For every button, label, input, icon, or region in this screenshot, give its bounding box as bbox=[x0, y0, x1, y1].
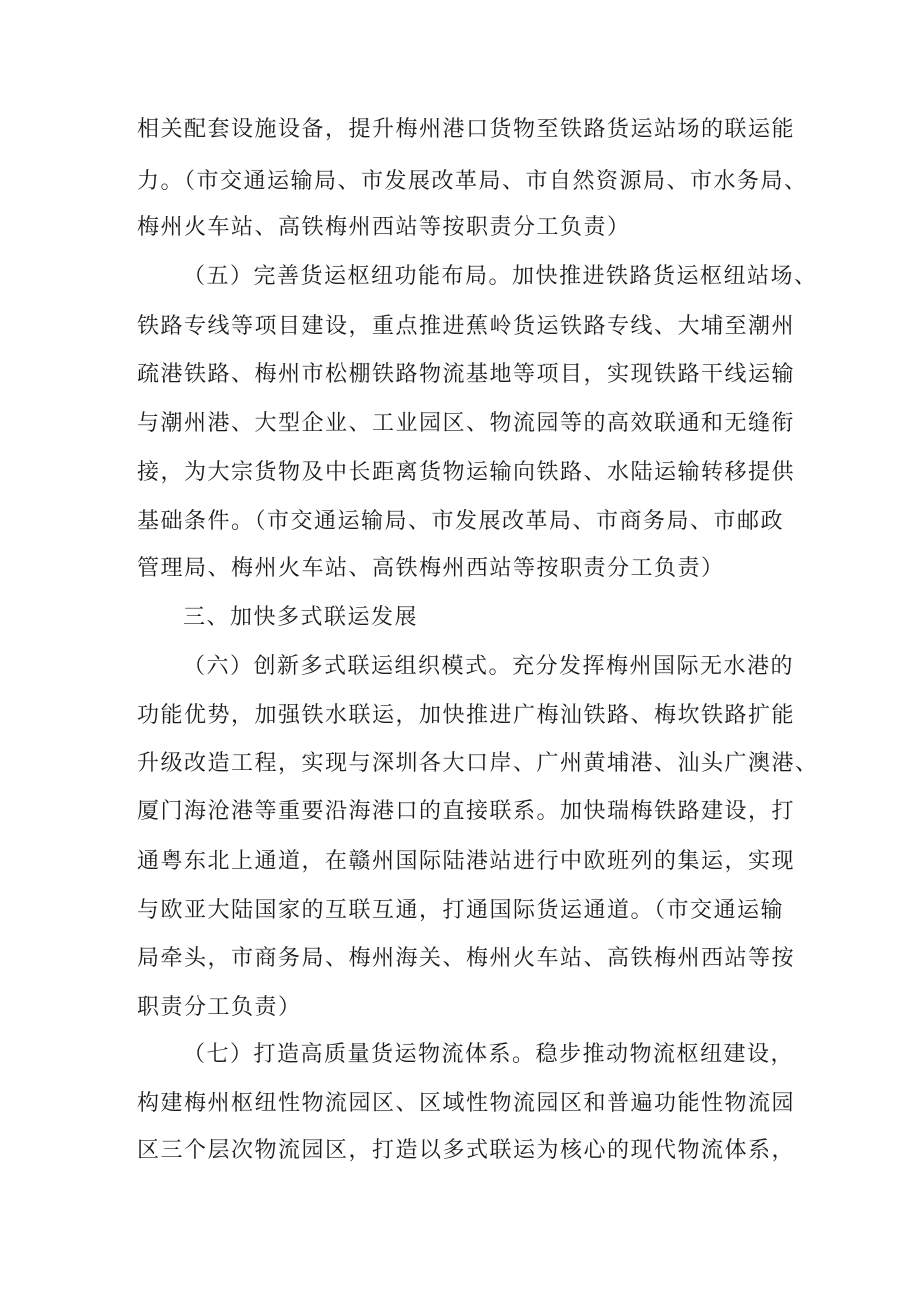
paragraph-line: 疏港铁路、梅州市松棚铁路物流基地等项目，实现铁路干线运输 bbox=[137, 362, 796, 387]
paragraph-line: 铁路专线等项目建设，重点推进蕉岭货运铁路专线、大埔至潮州 bbox=[137, 314, 796, 339]
paragraph-line: 厦门海沧港等重要沿海港口的直接联系。加快瑞梅铁路建设，打 bbox=[137, 799, 796, 824]
paragraph-line: 升级改造工程，实现与深圳各大口岸、广州黄埔港、汕头广澳港、 bbox=[137, 751, 819, 776]
paragraph-line: 基础条件。（市交通运输局、市发展改革局、市商务局、市邮政 bbox=[137, 509, 785, 534]
paragraph-line: 力。（市交通运输局、市发展改革局、市自然资源局、市水务局、 bbox=[137, 169, 808, 194]
section-five-heading-line: （五）完善货运枢纽功能布局。加快推进铁路货运枢纽站场、 bbox=[183, 264, 818, 289]
section-three-heading: 三、加快多式联运发展 bbox=[183, 605, 419, 630]
paragraph-line: 管理局、梅州火车站、高铁梅州西站等按职责分工负责） bbox=[137, 556, 725, 581]
paragraph-line: 与潮州港、大型企业、工业园区、物流园等的高效联通和无缝衔 bbox=[137, 411, 796, 436]
paragraph-line: 构建梅州枢纽性物流园区、区域性物流园区和普遍功能性物流园 bbox=[137, 1091, 796, 1116]
paragraph-line: 功能优势，加强铁水联运，加快推进广梅汕铁路、梅坎铁路扩能 bbox=[137, 703, 796, 728]
paragraph-line: 与欧亚大陆国家的互联互通，打通国际货运通道。（市交通运输 bbox=[137, 898, 785, 923]
paragraph-line: 梅州火车站、高铁梅州西站等按职责分工负责） bbox=[137, 215, 631, 240]
section-six-heading-line: （六）创新多式联运组织模式。充分发挥梅州国际无水港的 bbox=[183, 654, 795, 679]
paragraph-line: 接，为大宗货物及中长距离货物运输向铁路、水陆运输转移提供 bbox=[137, 460, 796, 485]
paragraph-line: 通粤东北上通道，在赣州国际陆港站进行中欧班列的集运，实现 bbox=[137, 849, 796, 874]
paragraph-line: 相关配套设施设备，提升梅州港口货物至铁路货运站场的联运能 bbox=[137, 117, 796, 142]
section-seven-heading-line: （七）打造高质量货运物流体系。稳步推动物流枢纽建设， bbox=[183, 1042, 795, 1067]
paragraph-line: 职责分工负责） bbox=[137, 995, 302, 1020]
paragraph-line: 局牵头，市商务局、梅州海关、梅州火车站、高铁梅州西站等按 bbox=[137, 946, 796, 971]
paragraph-line: 区三个层次物流园区，打造以多式联运为核心的现代物流体系， bbox=[137, 1138, 796, 1163]
